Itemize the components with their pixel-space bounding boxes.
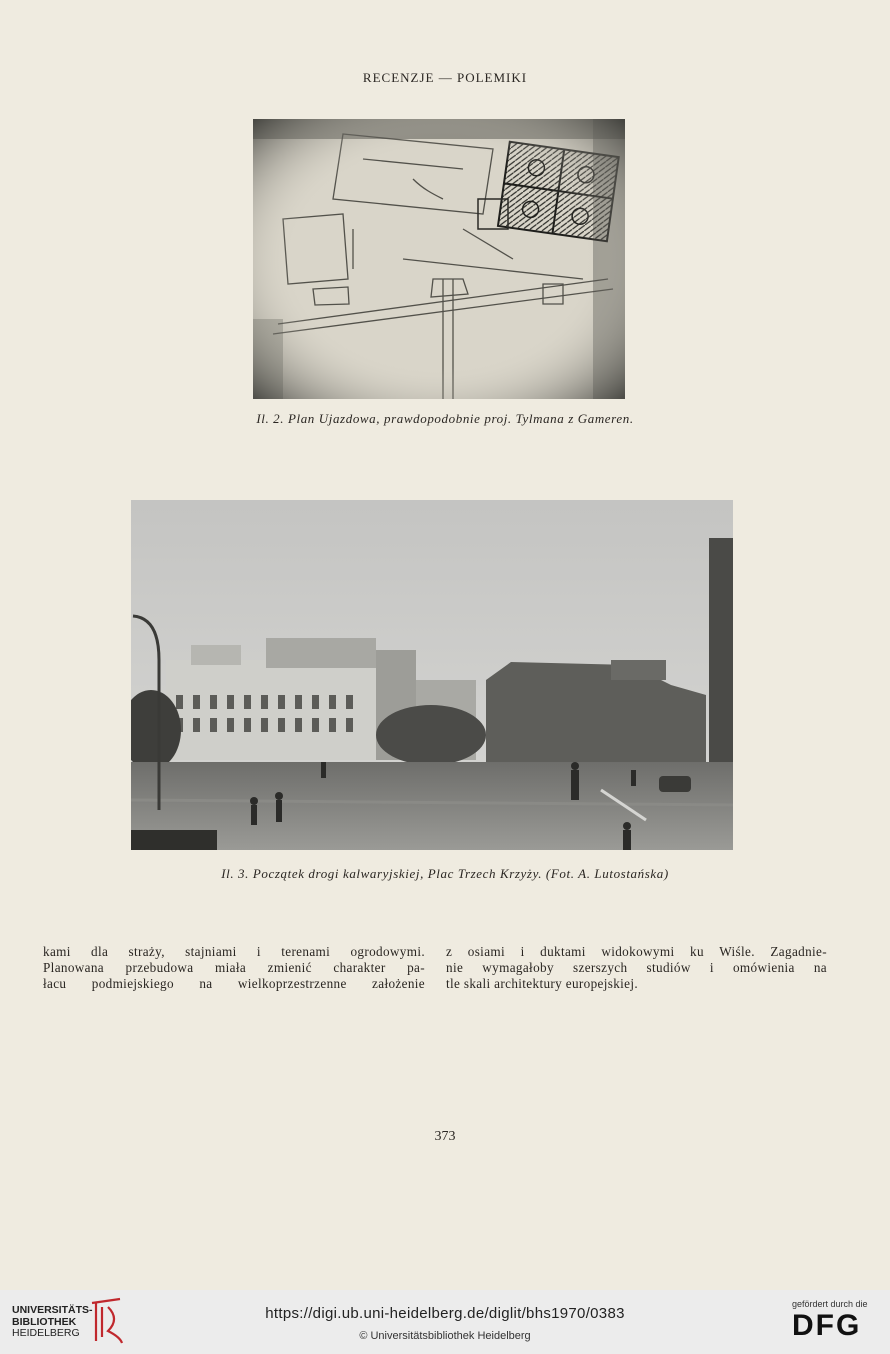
plan-drawing-image <box>253 119 625 399</box>
figure-3-caption: Il. 3. Początek drogi kalwaryjskiej, Plac Trzech Krzyży. (Fot. A. Lutostańska) <box>221 866 669 881</box>
body-line: łacu podmiejskiego na wielkoprzestrzenne założenie <box>43 976 425 991</box>
street-photo-image <box>131 500 733 850</box>
permalink-url[interactable]: https://digi.ub.uni-heidelberg.de/diglit/bhs1970/0383 <box>265 1305 625 1322</box>
body-line: z osiami i duktami widokowymi ku Wiśle. Zagadnie- <box>446 944 827 959</box>
dfg-logo[interactable]: DFG <box>792 1309 862 1342</box>
figure-2-caption: Il. 2. Plan Ujazdowa, prawdopodobnie proj. Tylmana z Gameren. <box>256 411 634 426</box>
body-line: tle skali architektury europejskiej. <box>446 976 639 991</box>
library-name-line: UNIVERSITÄTS- <box>12 1304 93 1316</box>
funded-by-label: gefördert durch die <box>792 1299 868 1309</box>
body-line: kami dla straży, stajniami i terenami ogrodowymi. <box>43 944 425 959</box>
running-head: RECENZJE — POLEMIKI <box>362 70 528 85</box>
copyright-notice: © Universitätsbibliothek Heidelberg <box>359 1330 531 1342</box>
body-text-left-column <box>43 944 425 992</box>
page-number: 373 <box>434 1129 456 1144</box>
viewer-footer <box>0 1290 890 1354</box>
body-line: nie wymagałoby szerszych studiów i omówienia na <box>446 960 827 975</box>
library-name-line: BIBLIOTHEK <box>12 1315 77 1328</box>
library-name-line: HEIDELBERG <box>12 1327 80 1339</box>
body-line: Planowana przebudowa miała zmienić charakter pa- <box>43 960 425 975</box>
body-text-right-column <box>446 944 827 992</box>
